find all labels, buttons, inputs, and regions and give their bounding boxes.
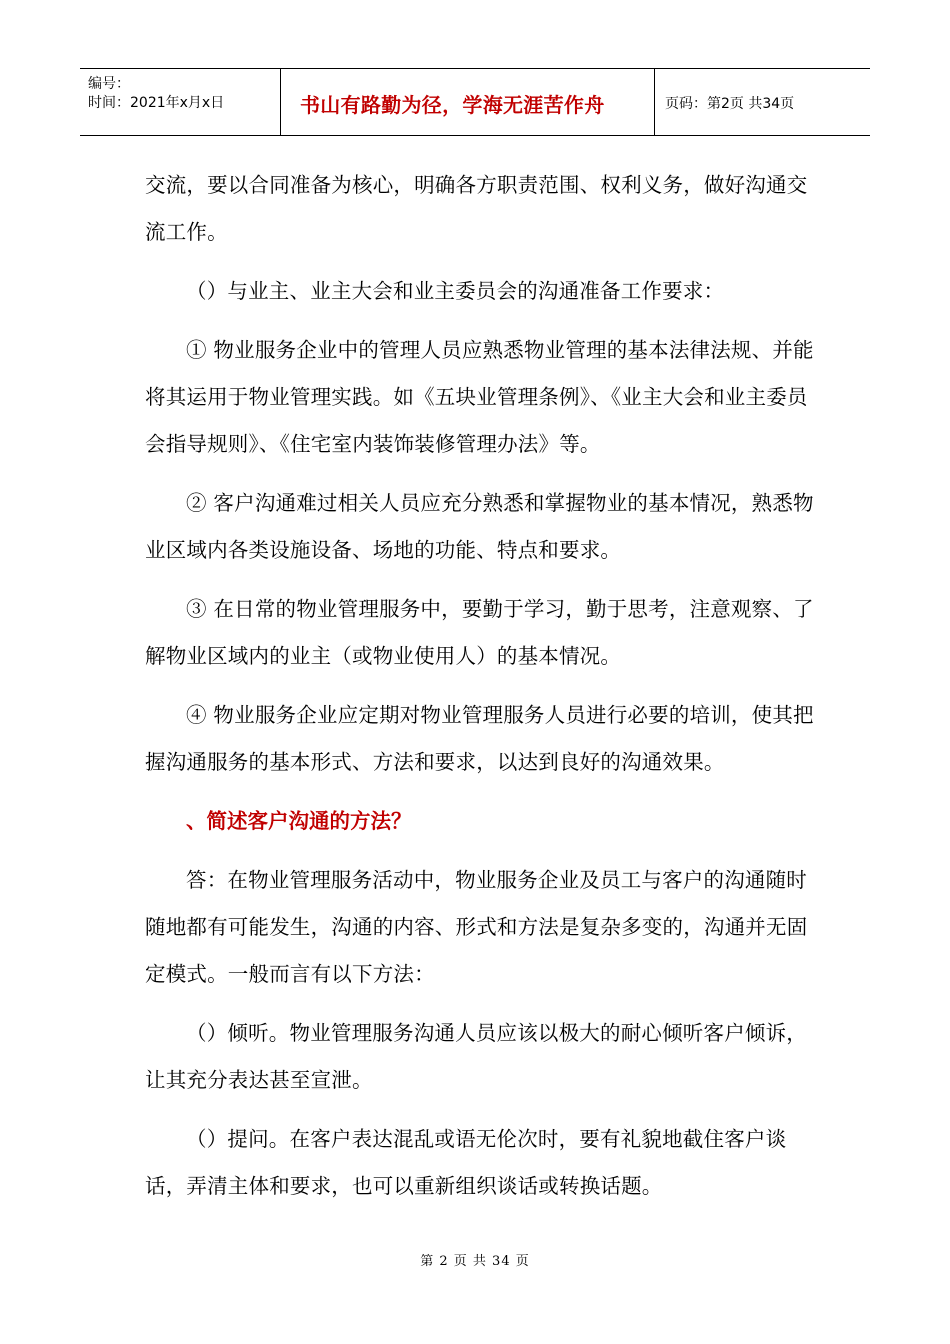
body-paragraph: （）与业主、业主大会和业主委员会的沟通准备工作要求： bbox=[186, 279, 725, 303]
page-footer: 第 2 页 共 34 页 bbox=[420, 1254, 530, 1269]
body-paragraph: ③ 在日常的物业管理服务中，要勤于学习，勤于思考，注意观察、了解物业区域内的业主（或物业使用人）的基本情况。 bbox=[145, 597, 814, 668]
header-page-info: 页码：第2页 共34页 bbox=[665, 96, 795, 112]
document-header bbox=[80, 68, 870, 136]
answer-paragraph: 答：在物业管理服务活动中，物业服务企业及员工与客户的沟通随时随地都有可能发生，沟通的内容、形式和方法是复杂多变的，沟通并无固定模式。一般而言有以下方法： bbox=[145, 868, 808, 986]
body-paragraph: 交流，要以合同准备为核心，明确各方职责范围、权利义务，做好沟通交流工作。 bbox=[145, 173, 808, 244]
document-code-label: 编号： bbox=[88, 76, 130, 92]
header-motto: 书山有路勤为径，学海无涯苦作舟 bbox=[300, 92, 605, 117]
header-meta-cell bbox=[80, 69, 281, 135]
header-page-cell bbox=[655, 69, 870, 135]
answer-paragraph: （）倾听。物业管理服务沟通人员应该以极大的耐心倾听客户倾诉，让其充分表达甚至宣泄。 bbox=[145, 1021, 807, 1092]
header-motto-cell bbox=[281, 69, 655, 135]
body-paragraph: ④ 物业服务企业应定期对物业管理服务人员进行必要的培训，使其把握沟通服务的基本形式、方法和要求，以达到良好的沟通效果。 bbox=[145, 703, 814, 774]
answer-paragraph: （）提问。在客户表达混乱或语无伦次时，要有礼貌地截住客户谈话，弄清主体和要求，也可以重新组织谈话或转换话题。 bbox=[145, 1127, 787, 1198]
body-paragraph: ② 客户沟通难过相关人员应充分熟悉和掌握物业的基本情况，熟悉物业区域内各类设施设备、场地的功能、特点和要求。 bbox=[145, 491, 814, 562]
section-heading: 、简述客户沟通的方法？ bbox=[186, 809, 412, 833]
document-body bbox=[145, 162, 823, 1222]
body-paragraph: ① 物业服务企业中的管理人员应熟悉物业管理的基本法律法规、并能将其运用于物业管理实践。如《五块业管理条例》、《业主大会和业主委员会指导规则》、《住宅室内装饰装修管理办法》等。 bbox=[145, 338, 814, 456]
document-date: 时间：2021年x月x日 bbox=[88, 95, 225, 111]
